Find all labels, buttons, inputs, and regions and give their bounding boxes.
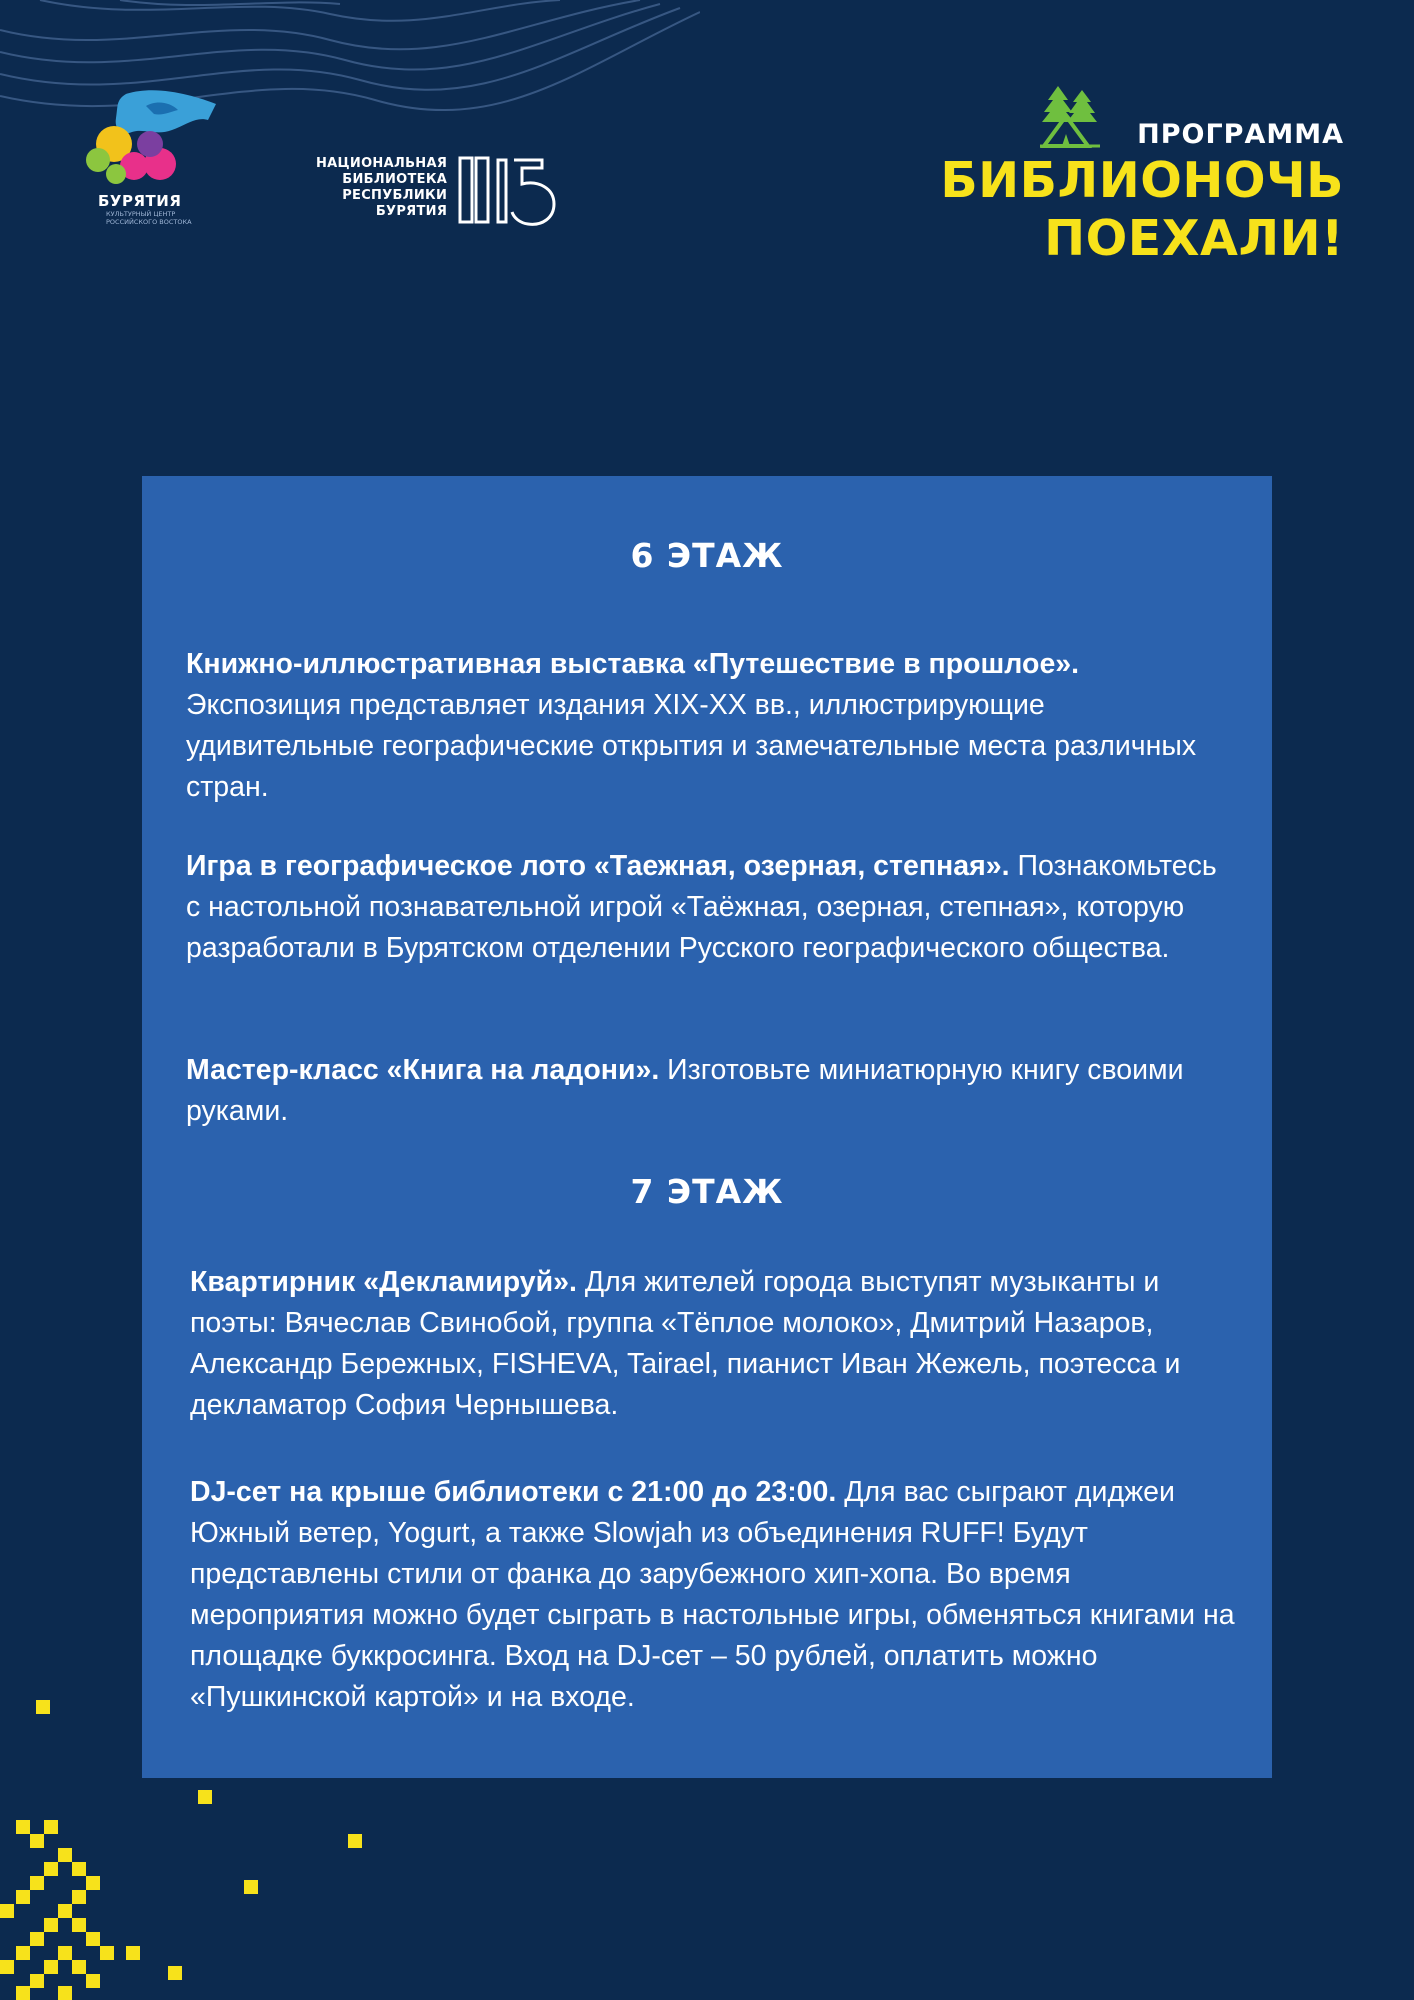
event-description: Познакомьтесь с настольной познавательной игрой «Таёжная, озерная, степная», которую разработали в Бурятском отделении Русского географического общества. (186, 850, 1217, 964)
event-description: Для жителей города выступят музыканты и поэты: Вячеслав Свинобой, группа «Тёплое молоко», Дмитрий Назаров, Александр Бережных, FISHEVA, Tairael, пианист Иван Жежель, поэтесса и декламатор София Чернышева. (190, 1266, 1181, 1421)
buryatia-logo-subtitle: КУЛЬТУРНЫЙ ЦЕНТР РОССИЙСКОГО ВОСТОКА (106, 210, 192, 226)
library-anniversary-badge (458, 156, 558, 232)
library-name: НАЦИОНАЛЬНАЯ БИБЛИОТЕКА РЕСПУБЛИКИ БУРЯТИЯ (316, 156, 448, 219)
event-description: Экспозиция представляет издания XIX-XX вв., иллюстрирующие удивительные географические открытия и замечательные места различных стран. (186, 689, 1197, 803)
event-title: Квартирник «Декламируй». (190, 1266, 577, 1298)
event-description: Изготовьте миниатюрную книгу своими руками. (186, 1054, 1184, 1127)
program-title-block (940, 118, 1344, 268)
program-title-line1: БИБЛИОНОЧЬ (940, 152, 1344, 209)
event-description: Для вас сыграют диджеи Южный ветер, Yogurt, а также Slowjah из объединения RUFF! Будут представлены стили от фанка до зарубежного хип-хопа. Во время мероприятия можно будет сыграть в настольные игры, обменяться книгами на площадке буккросинга. Вход на DJ-сет – 50 рублей, оплатить можно «Пушкинской картой» и на входе. (190, 1476, 1235, 1713)
event-title: DJ-сет на крыше библиотеки с 21:00 до 23:00. (190, 1476, 837, 1508)
event-title: Книжно-иллюстративная выставка «Путешествие в прошлое». (186, 648, 1080, 680)
buryatia-logo-name: БУРЯТИЯ (98, 192, 182, 210)
program-label: ПРОГРАММА (1137, 119, 1344, 150)
pixel-ornament-decoration (0, 0, 400, 2000)
floor-7-heading: 7 ЭТАЖ (630, 1172, 784, 1211)
anniversary-115-icon (458, 156, 558, 228)
event-title: Игра в географическое лото «Таежная, озерная, степная». (186, 850, 1010, 882)
program-title-line2: ПОЕХАЛИ! (1044, 210, 1344, 267)
floor-6-heading: 6 ЭТАЖ (630, 536, 784, 575)
event-title: Мастер-класс «Книга на ладони». (186, 1054, 660, 1086)
